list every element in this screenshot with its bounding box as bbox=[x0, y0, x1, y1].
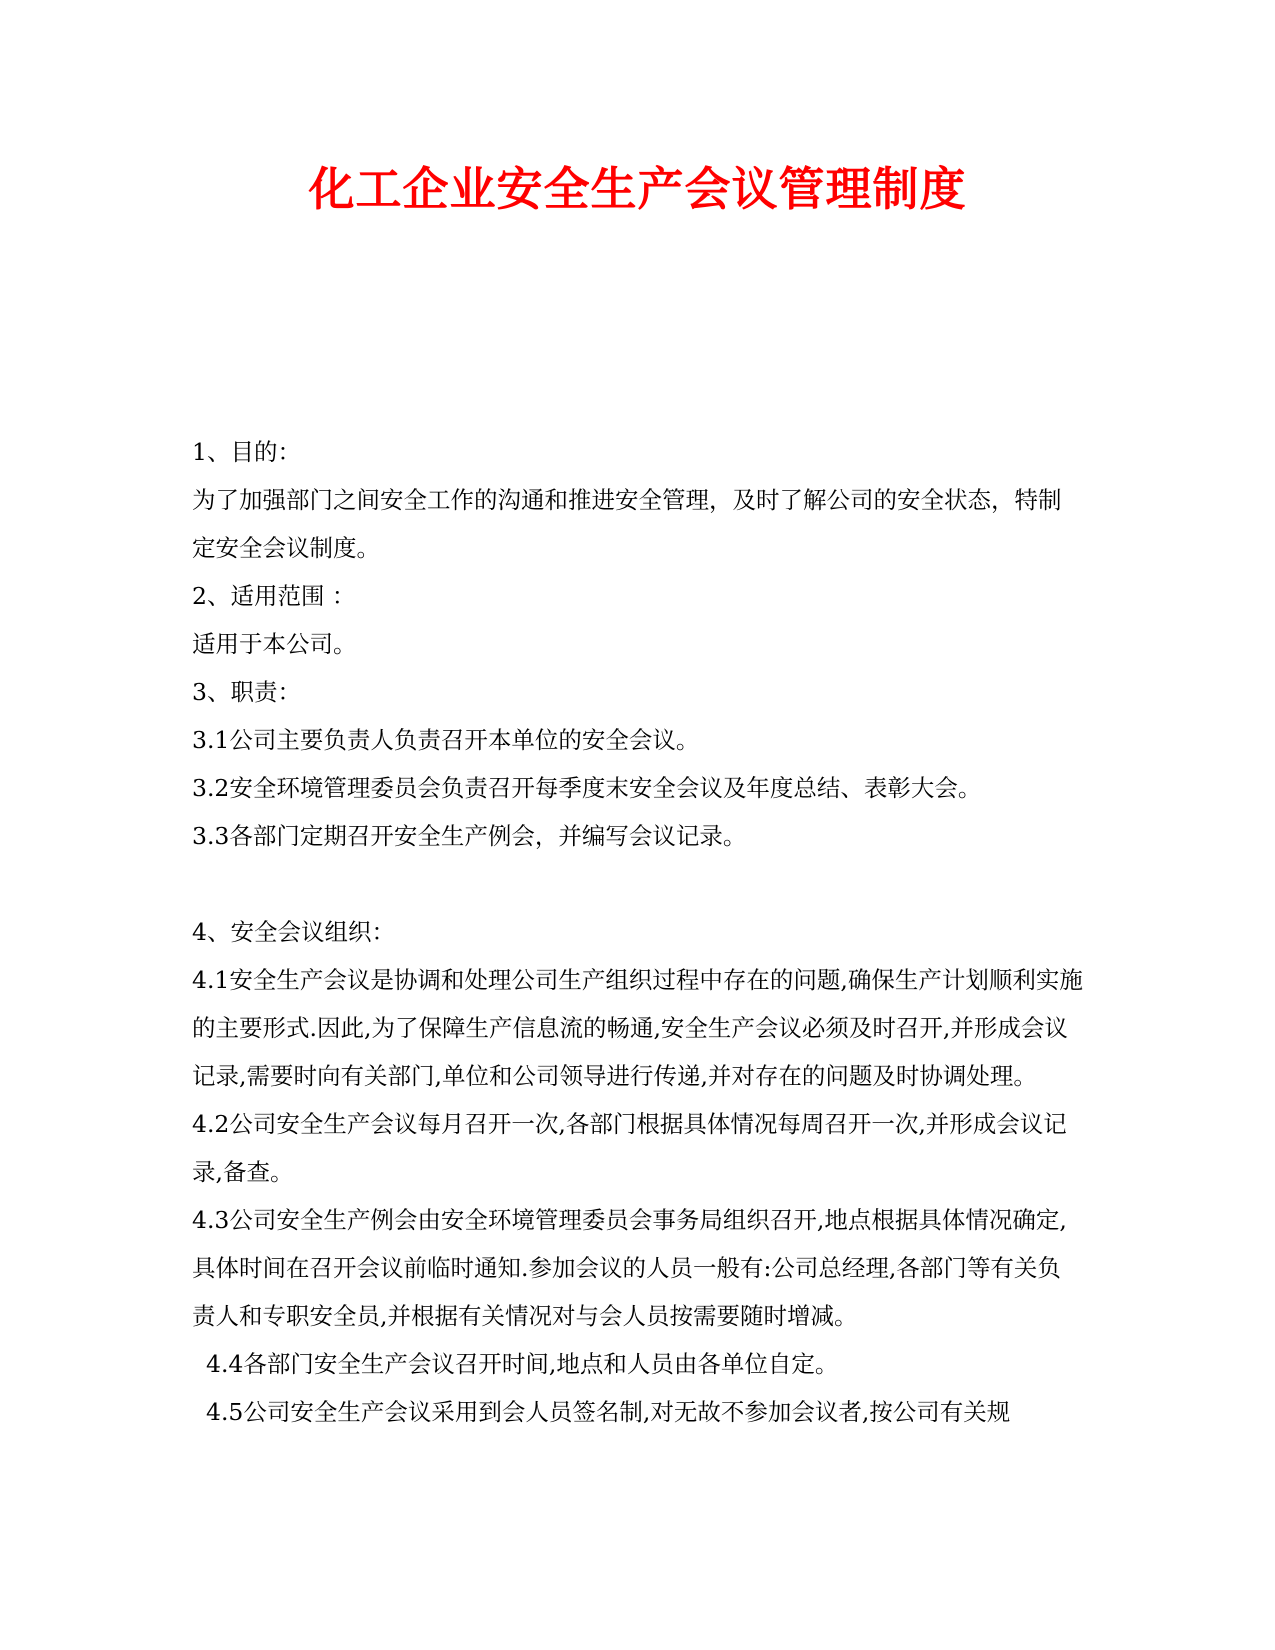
paragraph-scope: 适用于本公司。 bbox=[192, 630, 357, 658]
section-heading-organization: 4、安全会议组织： bbox=[192, 918, 395, 946]
paragraph-4-2: 4.2公司安全生产会议每月召开一次,各部门根据具体情况每周召开一次,并形成会议记录,备查。 bbox=[192, 1110, 1067, 1186]
paragraph-3-2: 3.2安全环境管理委员会负责召开每季度末安全会议及年度总结、表彰大会。 bbox=[192, 774, 982, 802]
paragraph-4-3: 4.3公司安全生产例会由安全环境管理委员会事务局组织召开,地点根据具体情况确定,具体时间在召开会议前临时通知.参加会议的人员一般有:公司总经理,各部门等有关负责人和专职安全员,并根据有关情况对与会人员按需要随时增减。 bbox=[192, 1206, 1067, 1330]
section-heading-responsibilities: 3、职责： bbox=[192, 678, 301, 706]
document-title: 化工企业安全生产会议管理制度 bbox=[308, 162, 967, 216]
paragraph-3-3: 3.3各部门定期召开安全生产例会，并编写会议记录。 bbox=[192, 822, 747, 850]
paragraph-4-4: 4.4各部门安全生产会议召开时间,地点和人员由各单位自定。 bbox=[206, 1350, 839, 1378]
paragraph-4-1: 4.1安全生产会议是协调和处理公司生产组织过程中存在的问题,确保生产计划顺利实施的主要形式.因此,为了保障生产信息流的畅通,安全生产会议必须及时召开,并形成会议记录,需要时向有关部门,单位和公司领导进行传递,并对存在的问题及时协调处理。 bbox=[192, 966, 1083, 1090]
section-heading-scope: 2、适用范围 ： bbox=[192, 582, 356, 610]
document-body bbox=[192, 428, 1084, 1436]
paragraph-spacer bbox=[192, 860, 1084, 908]
paragraph-3-1: 3.1公司主要负责人负责召开本单位的安全会议。 bbox=[192, 726, 700, 754]
paragraph-4-5: 4.5公司安全生产会议采用到会人员签名制,对无故不参加会议者,按公司有关规 bbox=[206, 1398, 1011, 1426]
paragraph-purpose: 为了加强部门之间安全工作的沟通和推进安全管理，及时了解公司的安全状态，特制定安全会议制度。 bbox=[192, 486, 1062, 562]
section-heading-purpose: 1、目的： bbox=[192, 438, 301, 466]
